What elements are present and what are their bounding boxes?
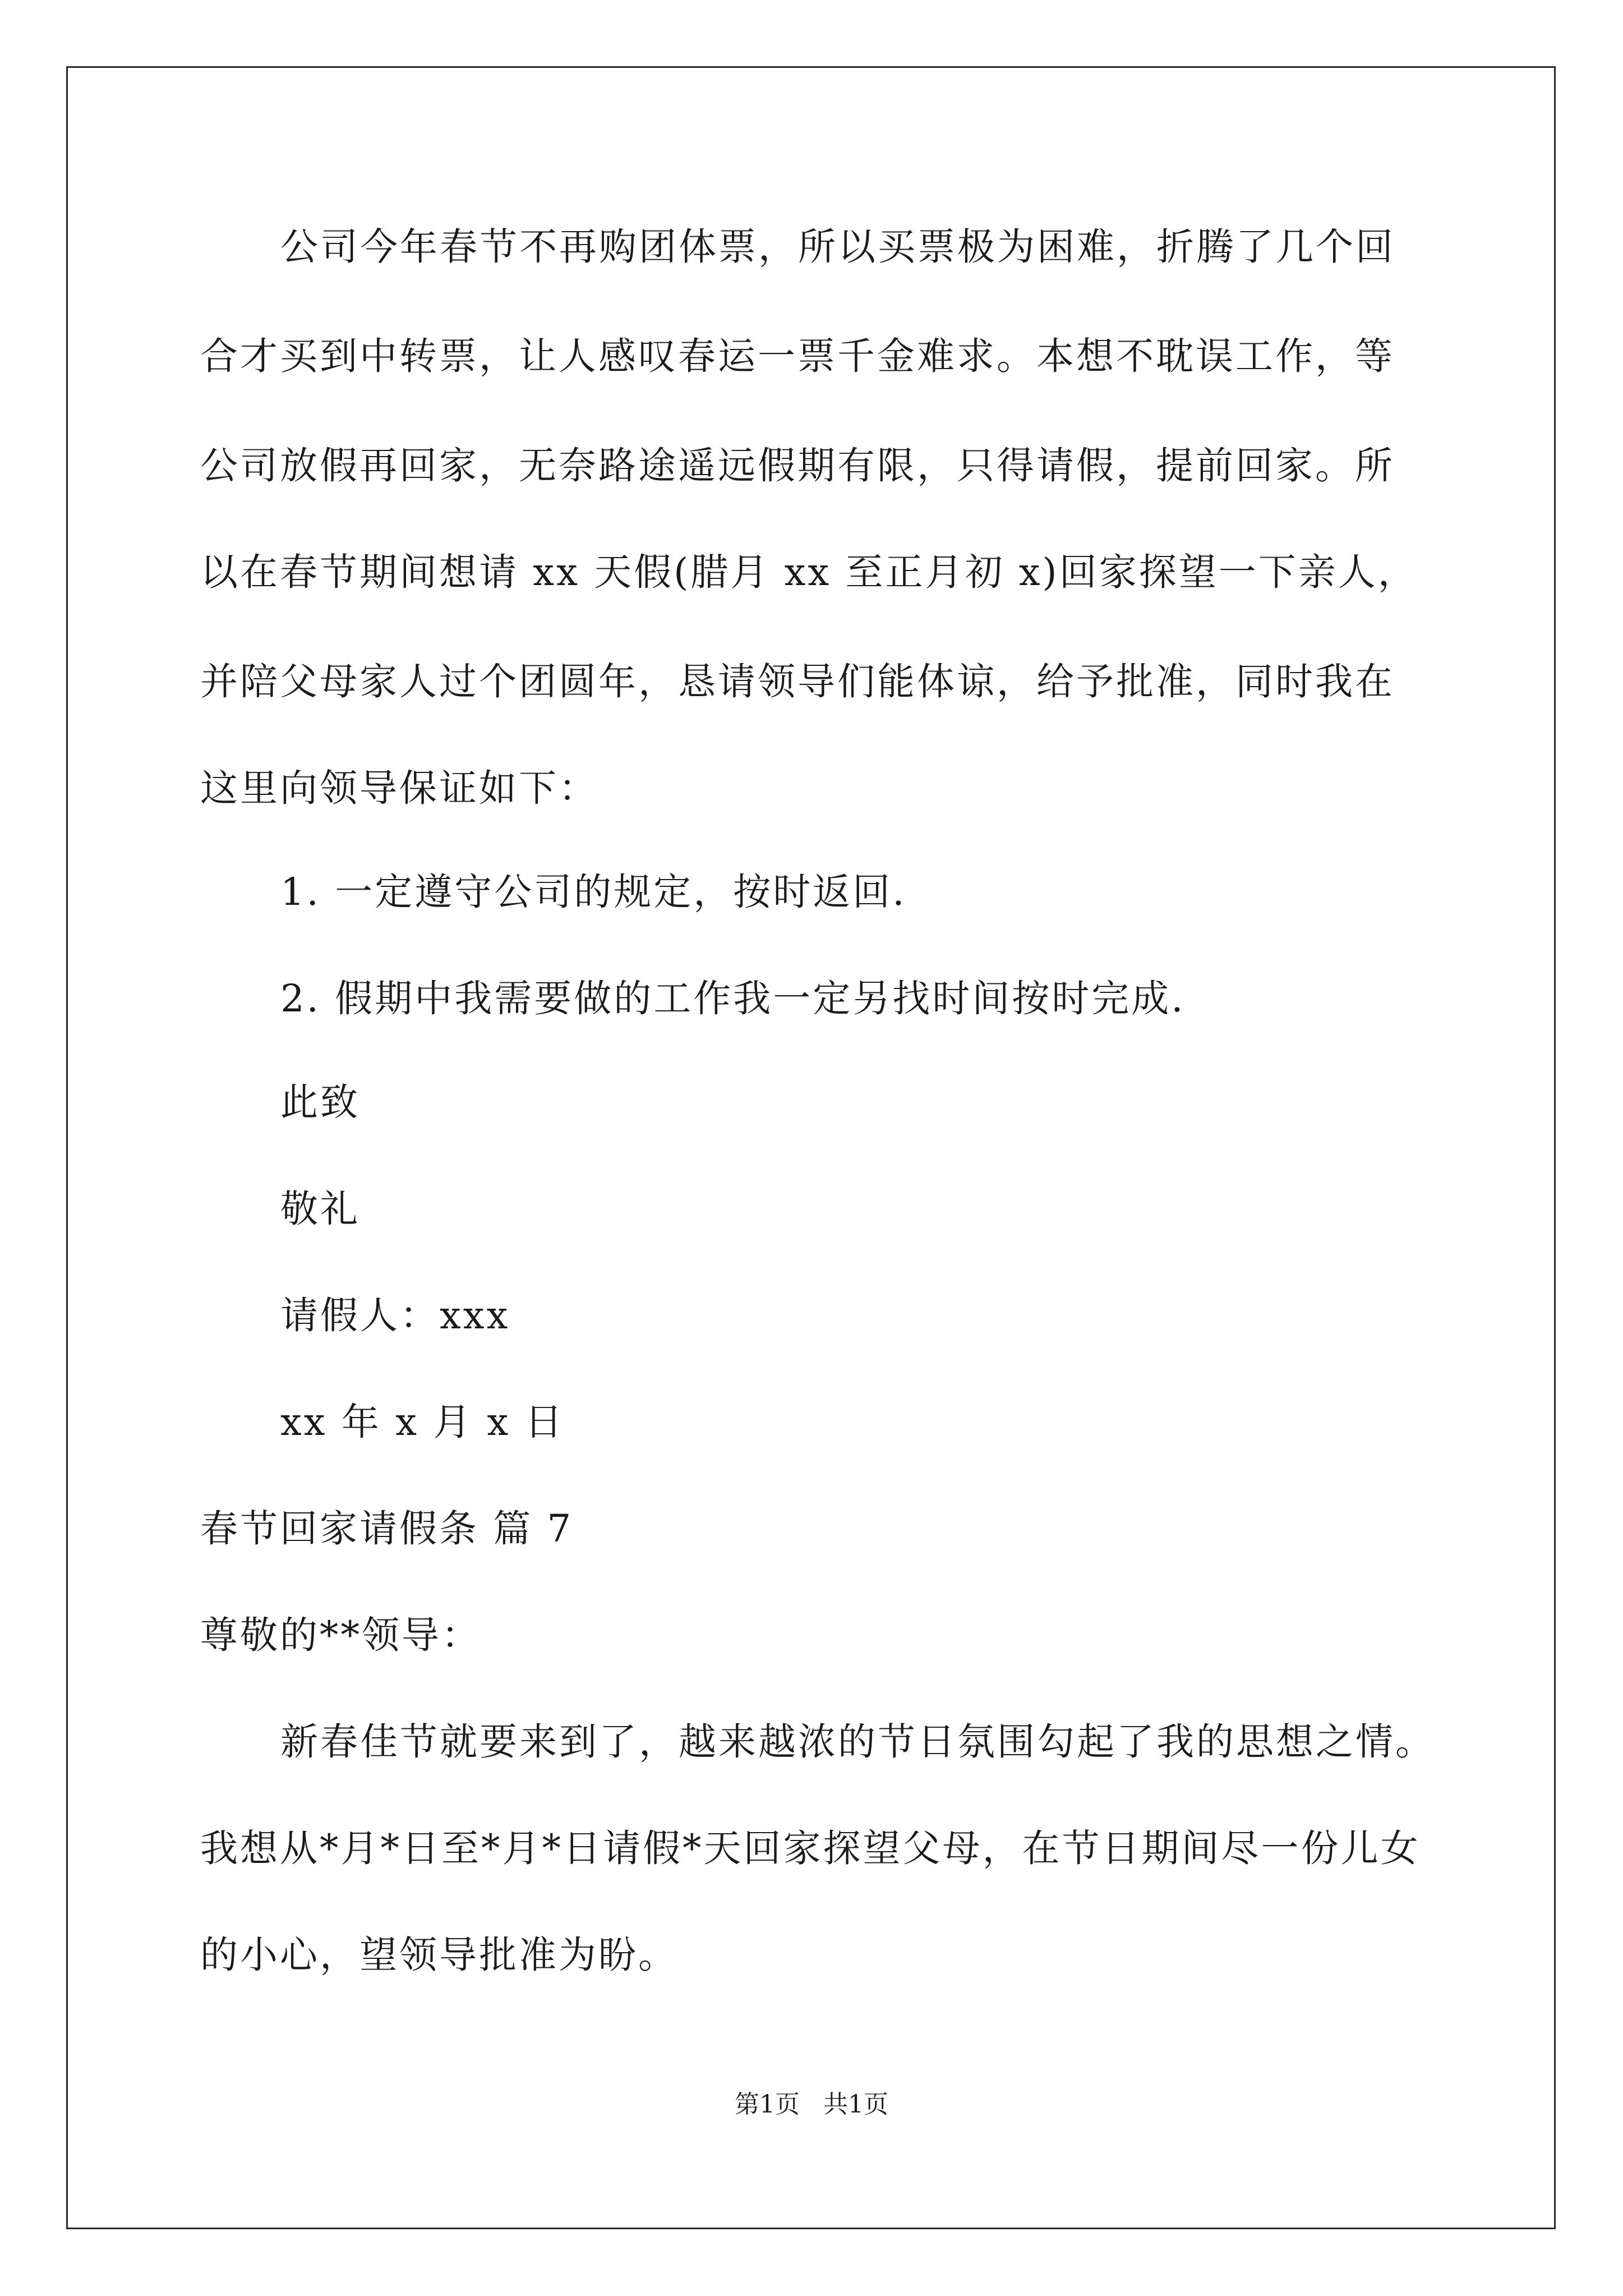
section-title: 春节回家请假条 篇 7 [200,1507,574,1550]
list-item: 1. 一定遵守公司的规定，按时返回. [280,870,907,914]
list-item: 2. 假期中我需要做的工作我一定另找时间按时完成. [280,977,1186,1020]
date-line: xx 年 x 月 x 日 [280,1400,565,1444]
paragraph-line: 公司放假再回家，无奈路途遥远假期有限，只得请假，提前回家。所 [200,444,1395,487]
paragraph-line: 公司今年春节不再购团体票，所以买票极为困难，折腾了几个回 [280,225,1395,269]
closing-line: 此致 [280,1080,360,1124]
page-footer: 第1页 共1页 [735,2090,888,2119]
salutation: 尊敬的**领导： [200,1613,481,1657]
closing-line: 敬礼 [280,1187,360,1231]
page-border [66,66,1556,2229]
paragraph-line: 我想从*月*日至*月*日请假*天回家探望父母，在节日期间尽一份儿女 [200,1826,1421,1870]
paragraph-line: 并陪父母家人过个团圆年，恳请领导们能体谅，给予批准，同时我在 [200,660,1395,703]
applicant-line: 请假人：xxx [280,1294,510,1337]
paragraph-line: 新春佳节就要来到了，越来越浓的节日氛围勾起了我的思想之情。 [280,1720,1435,1764]
paragraph-line: 的小心，望领导批准为盼。 [200,1933,678,1977]
paragraph-line: 合才买到中转票，让人感叹春运一票千金难求。本想不耽误工作，等 [200,334,1395,378]
paragraph-line: 这里向领导保证如下： [200,766,598,810]
paragraph-line: 以在春节期间想请 xx 天假(腊月 xx 至正月初 x)回家探望一下亲人， [200,550,1418,594]
